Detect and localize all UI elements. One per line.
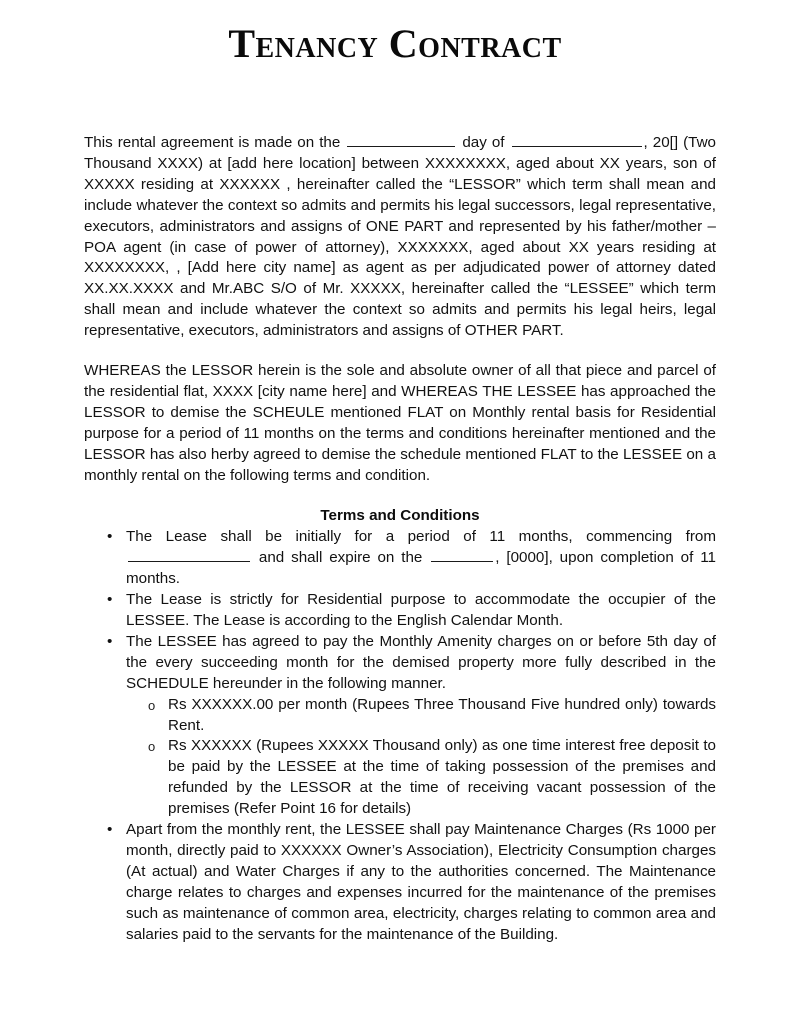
month-blank-field[interactable] <box>512 133 642 147</box>
term-1-text-before-commencing-blank: The Lease shall be initially for a period of 11 months, commencing from <box>126 528 716 546</box>
recital-text-before-day-blank: This rental agreement is made on the <box>84 134 346 151</box>
term-1-text-after-blanks: , [0000], upon completion of 11 months. <box>126 549 716 588</box>
whereas-paragraph: WHEREAS the LESSOR herein is the sole and absolute owner of all that piece and parcel of the residential flat, XXXX [city name here] and WHEREAS THE LESSEE has approached the LESSOR to demise the SCHEULE mentioned FLAT on Monthly rental basis for Residential purpose for a period of 11 months on the terms and conditions hereinafter mentioned and the LESSOR has also herby agreed to demise the schedule mentioned FLAT to the LESSEE on a monthly rental on the following terms and condition. <box>84 362 716 484</box>
circle-bullet-marker-icon: o <box>148 739 156 755</box>
terms-and-conditions-heading: Terms and Conditions <box>320 506 480 524</box>
list-item <box>126 736 716 820</box>
payment-deposit-text: Rs XXXXXX (Rupees XXXXX Thousand only) as one time interest free deposit to be paid by the LESSEE at the time of taking possession of the premises and refunded by the LESSOR at the time of receiving vacant possession of the premises (Refer Point 16 for details) <box>168 737 716 818</box>
day-blank-field[interactable] <box>347 133 455 147</box>
term-4-text: Apart from the monthly rent, the LESSEE shall pay Maintenance Charges (Rs 1000 per month, directly paid to XXXXXX Owner’s Association), Electricity Consumption charges (At actual) and Water Charges if any to the authorities concerned. The Maintenance charge relates to charges and expenses incurred for the maintenance of the premises such as maintenance of common area, electricity, charges relating to common area and salaries paid to the servants for the maintenance of the Building. <box>126 821 716 943</box>
term-1-text-between-blanks: and shall expire on the <box>252 549 430 567</box>
payment-sublist <box>84 695 716 820</box>
term-2-text: The Lease is strictly for Residential purpose to accommodate the occupier of the LESSEE. The Lease is according to the English Calendar Month. <box>126 591 716 630</box>
recital-text-between-blanks: day of <box>457 134 510 151</box>
bullet-marker-icon: • <box>107 821 113 839</box>
list-item <box>84 527 716 590</box>
page-title: Tenancy Contract <box>228 21 562 66</box>
bullet-marker-icon: • <box>107 632 113 650</box>
list-item <box>84 632 716 695</box>
terms-list <box>84 527 716 694</box>
terms-list-continued <box>84 820 716 945</box>
bullet-marker-icon: • <box>107 591 113 609</box>
circle-bullet-marker-icon: o <box>148 697 156 713</box>
list-item <box>126 695 716 737</box>
expiry-date-blank-field[interactable] <box>431 548 493 562</box>
recital-text-after-blanks: , 20[] (Two Thousand XXXX) at [add here location] between XXXXXXXX, aged about XX years, son of XXXXX residing at XXXXXX , hereinafter called the “LESSOR” which term shall mean and include whatever the context so admits and permits his legal successors, legal representative, executors, administrators and assigns of ONE PART and represented by his father/mother –POA agent (in case of power of attorney), XXXXXXX, aged about XX years residing at XXXXXXXX, , [Add here city name] as agent as per adjudicated power of attorney dated XX.XX.XXXX and Mr.ABC S/O of Mr. XXXXX, hereinafter called the “LESSEE” which term shall mean and include whatever the context so admits and permits his legal heirs, legal representative, executors, administrators and assigns of OTHER PART. <box>84 134 716 340</box>
list-item <box>84 590 716 632</box>
list-item <box>84 820 716 945</box>
term-3-text: The LESSEE has agreed to pay the Monthly Amenity charges on or before 5th day of the every succeeding month for the demised property more fully described in the SCHEDULE hereunder in the following manner. <box>126 632 716 692</box>
recital-paragraph <box>84 133 716 342</box>
payment-rent-text: Rs XXXXXX.00 per month (Rupees Three Thousand Five hundred only) towards Rent. <box>168 695 716 734</box>
commencement-date-blank-field[interactable] <box>128 548 250 562</box>
bullet-marker-icon: • <box>107 528 113 546</box>
document-body <box>84 133 716 946</box>
